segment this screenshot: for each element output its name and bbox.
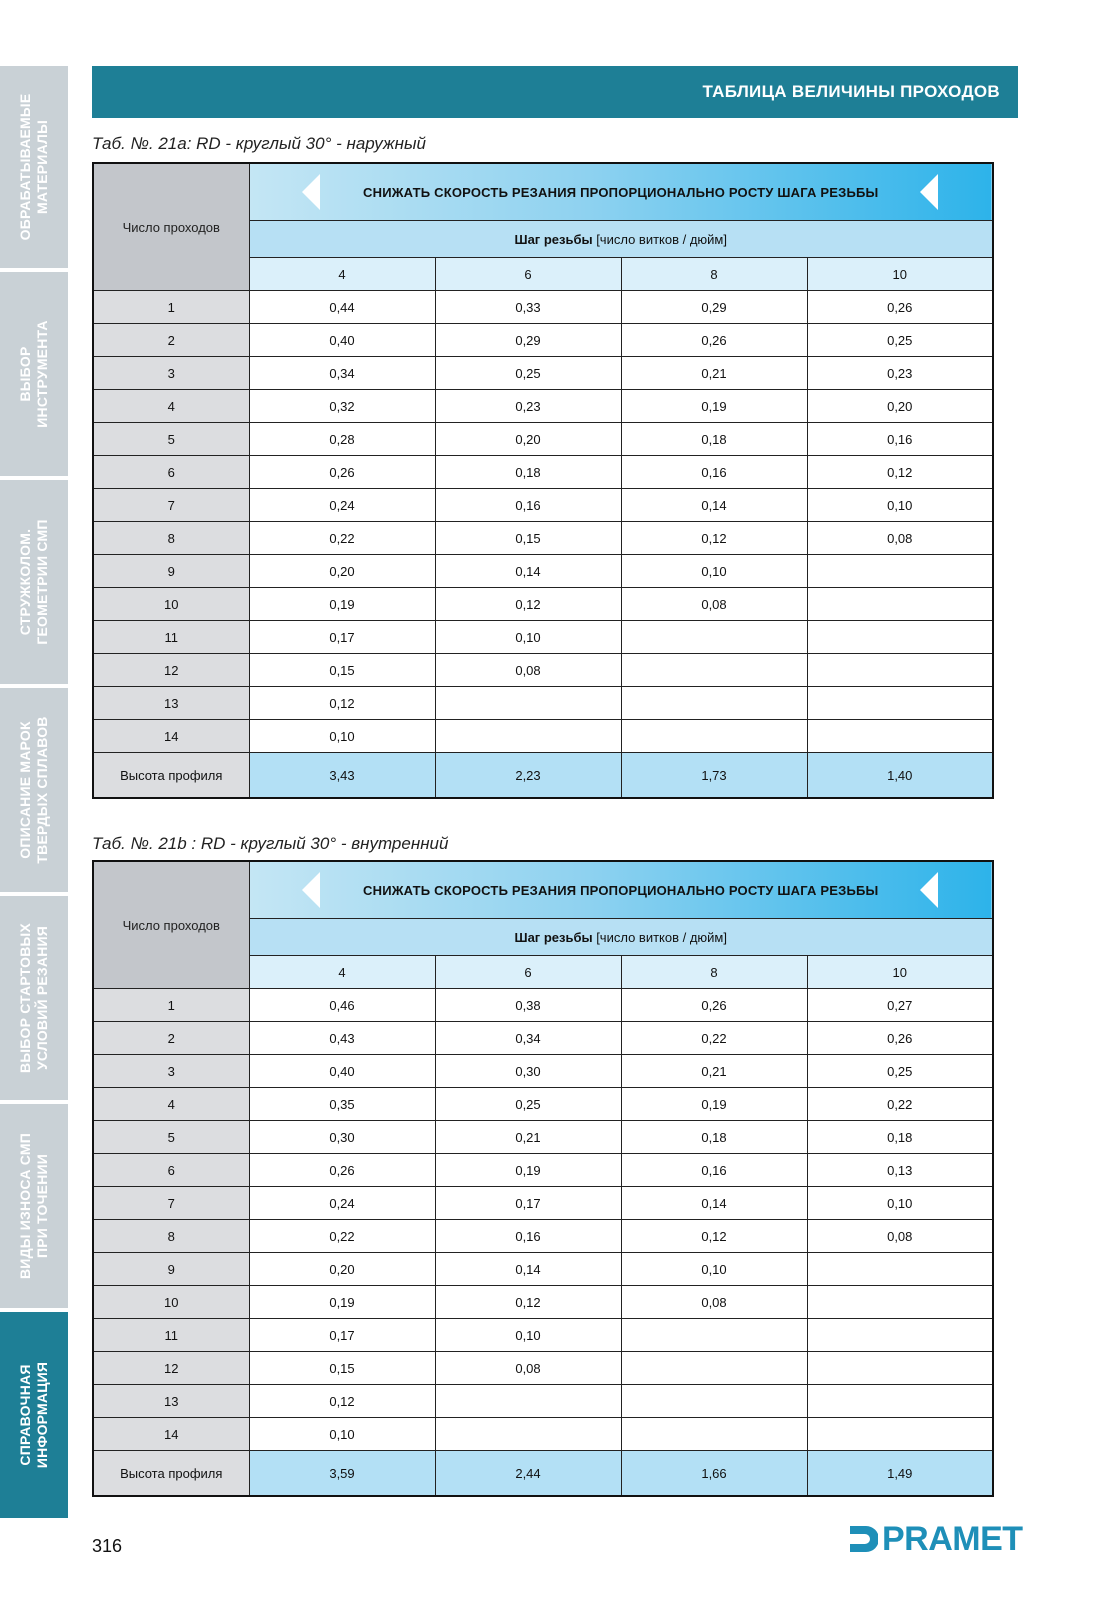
depth-value: 0,10: [249, 720, 435, 753]
depth-value: 0,15: [249, 1352, 435, 1385]
depth-value: 0,28: [249, 423, 435, 456]
pass-number: 2: [93, 1022, 249, 1055]
depth-value: 0,22: [807, 1088, 993, 1121]
depth-value: 0,46: [249, 989, 435, 1022]
depth-value: [807, 654, 993, 687]
passes-header: Число проходов: [93, 861, 249, 989]
arrow-left-icon: [920, 872, 938, 908]
depth-value: 0,26: [621, 989, 807, 1022]
profile-label: Высота профиля: [93, 1451, 249, 1497]
depth-value: 0,16: [807, 423, 993, 456]
depth-value: 0,18: [807, 1121, 993, 1154]
pitch-value: 8: [621, 258, 807, 291]
sidebar-tab-label: ВЫБОР СТАРТОВЫХ УСЛОВИЙ РЕЗАНИЯ: [17, 923, 50, 1073]
depth-value: 0,10: [435, 621, 621, 654]
depth-value: [807, 687, 993, 720]
table-row: [93, 1088, 993, 1121]
depth-value: 0,40: [249, 324, 435, 357]
pitch-header: [249, 919, 993, 956]
profile-value: 1,49: [807, 1451, 993, 1497]
page-header: [92, 66, 1018, 118]
profile-value: 1,40: [807, 753, 993, 799]
depth-value: 0,08: [435, 1352, 621, 1385]
depth-value: 0,25: [435, 1088, 621, 1121]
depth-value: [807, 1352, 993, 1385]
depth-value: 0,44: [249, 291, 435, 324]
pass-number: 8: [93, 1220, 249, 1253]
sidebar-tab-6[interactable]: [0, 1104, 68, 1312]
depth-value: [807, 588, 993, 621]
depth-value: 0,26: [807, 291, 993, 324]
table-row: [93, 588, 993, 621]
depth-value: [807, 720, 993, 753]
depth-value: 0,08: [807, 1220, 993, 1253]
depth-value: 0,21: [621, 357, 807, 390]
sidebar-tab-label: СТРУЖКОЛОМ. ГЕОМЕТРИИ СМП: [17, 519, 50, 645]
depth-value: [807, 1286, 993, 1319]
sidebar-tab-3[interactable]: [0, 480, 68, 688]
pass-number: 9: [93, 1253, 249, 1286]
sidebar-tab-label: СПРАВОЧНАЯ ИНФОРМАЦИЯ: [17, 1361, 50, 1469]
depth-value: 0,10: [435, 1319, 621, 1352]
depth-value: 0,17: [249, 621, 435, 654]
depth-value: 0,20: [249, 1253, 435, 1286]
pass-number: 11: [93, 1319, 249, 1352]
profile-value: 1,73: [621, 753, 807, 799]
table-row: [93, 654, 993, 687]
pitch-value: 6: [435, 956, 621, 989]
depth-value: 0,26: [621, 324, 807, 357]
profile-row: [93, 1451, 993, 1497]
table-row: [93, 555, 993, 588]
passes-header: Число проходов: [93, 163, 249, 291]
table-row: [93, 1121, 993, 1154]
depth-value: [807, 1385, 993, 1418]
depth-value: 0,34: [435, 1022, 621, 1055]
profile-value: 3,59: [249, 1451, 435, 1497]
depth-value: [621, 1418, 807, 1451]
depth-value: 0,16: [435, 1220, 621, 1253]
pass-number: 3: [93, 1055, 249, 1088]
depth-value: 0,14: [621, 1187, 807, 1220]
pass-number: 3: [93, 357, 249, 390]
depth-value: [807, 555, 993, 588]
depth-value: [807, 1319, 993, 1352]
depth-value: 0,22: [621, 1022, 807, 1055]
depth-value: 0,34: [249, 357, 435, 390]
table-row: [93, 1286, 993, 1319]
depth-value: 0,26: [249, 456, 435, 489]
depth-value: 0,10: [807, 1187, 993, 1220]
profile-value: 2,44: [435, 1451, 621, 1497]
depth-value: 0,32: [249, 390, 435, 423]
depth-value: 0,22: [249, 522, 435, 555]
pass-number: 6: [93, 456, 249, 489]
depth-value: 0,21: [621, 1055, 807, 1088]
table-row: [93, 1022, 993, 1055]
depth-value: [435, 687, 621, 720]
sidebar-tab-2[interactable]: [0, 272, 68, 480]
depth-value: [621, 1385, 807, 1418]
depth-value: 0,30: [435, 1055, 621, 1088]
depth-value: 0,10: [621, 555, 807, 588]
table-row: [93, 291, 993, 324]
pitch-unit: [число витков / дюйм]: [592, 231, 727, 247]
table-row: [93, 357, 993, 390]
depth-value: [435, 1418, 621, 1451]
table-row: [93, 456, 993, 489]
arrow-left-icon: [302, 174, 320, 210]
depth-value: 0,26: [249, 1154, 435, 1187]
table-row: [93, 1154, 993, 1187]
table-row: [93, 720, 993, 753]
sidebar-tab-label: ОБРАБАТЫВАЕМЫЕ МАТЕРИАЛЫ: [17, 93, 50, 241]
depth-value: 0,16: [621, 1154, 807, 1187]
depth-value: 0,10: [807, 489, 993, 522]
table-21a-caption: Таб. №. 21a: RD - круглый 30° - наружный: [92, 134, 426, 153]
sidebar-tab-label: ВИДЫ ИЗНОСА СМП ПРИ ТОЧЕНИИ: [17, 1133, 50, 1279]
depth-value: 0,16: [621, 456, 807, 489]
depth-value: [621, 1319, 807, 1352]
speed-banner: [249, 861, 993, 919]
table-row: [93, 1220, 993, 1253]
depth-value: 0,20: [807, 390, 993, 423]
depth-value: [621, 1352, 807, 1385]
depth-value: 0,08: [621, 1286, 807, 1319]
depth-value: [435, 1385, 621, 1418]
depth-value: 0,08: [621, 588, 807, 621]
table-row: [93, 1385, 993, 1418]
pass-number: 12: [93, 1352, 249, 1385]
depth-value: 0,19: [435, 1154, 621, 1187]
sidebar-tab-4[interactable]: [0, 688, 68, 896]
depth-value: 0,16: [435, 489, 621, 522]
table-row: [93, 489, 993, 522]
speed-banner-text: СНИЖАТЬ СКОРОСТЬ РЕЗАНИЯ ПРОПОРЦИОНАЛЬНО РОСТУ ШАГА РЕЗЬБЫ: [363, 184, 879, 200]
pass-number: 5: [93, 1121, 249, 1154]
depth-value: 0,27: [807, 989, 993, 1022]
depth-value: 0,15: [435, 522, 621, 555]
sidebar-tab-label: ОПИСАНИЕ МАРОК ТВЕРДЫХ СПЛАВОВ: [17, 716, 50, 864]
depth-value: 0,33: [435, 291, 621, 324]
depth-value: 0,10: [621, 1253, 807, 1286]
depth-value: 0,17: [435, 1187, 621, 1220]
depth-value: [807, 1418, 993, 1451]
depth-value: 0,18: [621, 423, 807, 456]
depth-value: 0,13: [807, 1154, 993, 1187]
table-row: [93, 1187, 993, 1220]
pass-number: 10: [93, 588, 249, 621]
depth-value: [621, 654, 807, 687]
profile-value: 3,43: [249, 753, 435, 799]
arrow-left-icon: [920, 174, 938, 210]
depth-value: 0,24: [249, 489, 435, 522]
depth-value: 0,19: [621, 1088, 807, 1121]
pitch-value: 10: [807, 956, 993, 989]
depth-value: 0,23: [435, 390, 621, 423]
sidebar-tab-5[interactable]: [0, 896, 68, 1104]
depth-value: 0,24: [249, 1187, 435, 1220]
pass-number: 6: [93, 1154, 249, 1187]
pitch-header: [249, 221, 993, 258]
depth-value: 0,29: [435, 324, 621, 357]
pitch-title: Шаг резьбы: [514, 929, 593, 945]
depth-value: 0,12: [249, 1385, 435, 1418]
depth-value: [807, 1253, 993, 1286]
depth-value: 0,12: [435, 1286, 621, 1319]
depth-value: 0,18: [435, 456, 621, 489]
depth-value: 0,08: [435, 654, 621, 687]
table-21a: [92, 162, 994, 799]
depth-value: [435, 720, 621, 753]
depth-value: 0,14: [435, 555, 621, 588]
table-row: [93, 1319, 993, 1352]
depth-value: 0,20: [249, 555, 435, 588]
pass-number: 9: [93, 555, 249, 588]
depth-value: 0,08: [807, 522, 993, 555]
table-21b-caption: Таб. №. 21b : RD - круглый 30° - внутренний: [92, 834, 449, 853]
depth-value: 0,14: [435, 1253, 621, 1286]
depth-value: 0,40: [249, 1055, 435, 1088]
table-row: [93, 1055, 993, 1088]
pass-number: 2: [93, 324, 249, 357]
pass-number: 14: [93, 720, 249, 753]
pass-number: 12: [93, 654, 249, 687]
profile-label: Высота профиля: [93, 753, 249, 799]
speed-banner: [249, 163, 993, 221]
sidebar-tab-label: ВЫБОР ИНСТРУМЕНТА: [17, 320, 50, 428]
depth-value: [807, 621, 993, 654]
table-21b: [92, 860, 994, 1497]
pramet-logo-text: PRAMET: [882, 1520, 1023, 1558]
arrow-left-icon: [302, 872, 320, 908]
depth-value: 0,17: [249, 1319, 435, 1352]
depth-value: 0,12: [435, 588, 621, 621]
pitch-value: 4: [249, 956, 435, 989]
depth-value: 0,19: [249, 588, 435, 621]
pitch-unit: [число витков / дюйм]: [592, 929, 727, 945]
depth-value: 0,12: [249, 687, 435, 720]
table-row: [93, 989, 993, 1022]
sidebar-tab-1[interactable]: [0, 66, 68, 272]
depth-value: [621, 687, 807, 720]
depth-value: [621, 720, 807, 753]
depth-value: 0,29: [621, 291, 807, 324]
depth-value: 0,26: [807, 1022, 993, 1055]
profile-row: [93, 753, 993, 799]
table-row: [93, 522, 993, 555]
depth-value: 0,19: [621, 390, 807, 423]
sidebar-tab-7[interactable]: [0, 1312, 68, 1522]
pramet-logo-icon: [848, 1524, 878, 1554]
depth-value: 0,30: [249, 1121, 435, 1154]
pramet-logo: [848, 1520, 1023, 1560]
pitch-title: Шаг резьбы: [514, 231, 593, 247]
pitch-value: 8: [621, 956, 807, 989]
pass-number: 1: [93, 989, 249, 1022]
table-row: [93, 324, 993, 357]
depth-value: 0,20: [435, 423, 621, 456]
table-row: [93, 621, 993, 654]
page-number: 316: [92, 1536, 123, 1556]
pass-number: 11: [93, 621, 249, 654]
profile-value: 1,66: [621, 1451, 807, 1497]
pitch-value: 10: [807, 258, 993, 291]
depth-value: 0,18: [621, 1121, 807, 1154]
speed-banner-text: СНИЖАТЬ СКОРОСТЬ РЕЗАНИЯ ПРОПОРЦИОНАЛЬНО РОСТУ ШАГА РЕЗЬБЫ: [363, 882, 879, 898]
depth-value: 0,35: [249, 1088, 435, 1121]
depth-value: [621, 621, 807, 654]
depth-value: 0,23: [807, 357, 993, 390]
depth-value: 0,22: [249, 1220, 435, 1253]
pass-number: 10: [93, 1286, 249, 1319]
depth-value: 0,12: [621, 522, 807, 555]
pass-number: 4: [93, 1088, 249, 1121]
table-row: [93, 1352, 993, 1385]
pass-number: 8: [93, 522, 249, 555]
table-row: [93, 1253, 993, 1286]
depth-value: 0,10: [249, 1418, 435, 1451]
pass-number: 7: [93, 489, 249, 522]
pass-number: 1: [93, 291, 249, 324]
depth-value: 0,12: [621, 1220, 807, 1253]
table-row: [93, 1418, 993, 1451]
pass-number: 7: [93, 1187, 249, 1220]
profile-value: 2,23: [435, 753, 621, 799]
pass-number: 4: [93, 390, 249, 423]
depth-value: 0,25: [807, 1055, 993, 1088]
pass-number: 14: [93, 1418, 249, 1451]
depth-value: 0,21: [435, 1121, 621, 1154]
depth-value: 0,19: [249, 1286, 435, 1319]
page-title: ТАБЛИЦА ВЕЛИЧИНЫ ПРОХОДОВ: [702, 82, 1000, 101]
table-row: [93, 687, 993, 720]
pass-number: 13: [93, 687, 249, 720]
pass-number: 13: [93, 1385, 249, 1418]
depth-value: 0,15: [249, 654, 435, 687]
depth-value: 0,25: [435, 357, 621, 390]
pass-number: 5: [93, 423, 249, 456]
pitch-value: 6: [435, 258, 621, 291]
table-row: [93, 390, 993, 423]
table-row: [93, 423, 993, 456]
depth-value: 0,12: [807, 456, 993, 489]
depth-value: 0,14: [621, 489, 807, 522]
depth-value: 0,25: [807, 324, 993, 357]
depth-value: 0,38: [435, 989, 621, 1022]
pitch-value: 4: [249, 258, 435, 291]
depth-value: 0,43: [249, 1022, 435, 1055]
